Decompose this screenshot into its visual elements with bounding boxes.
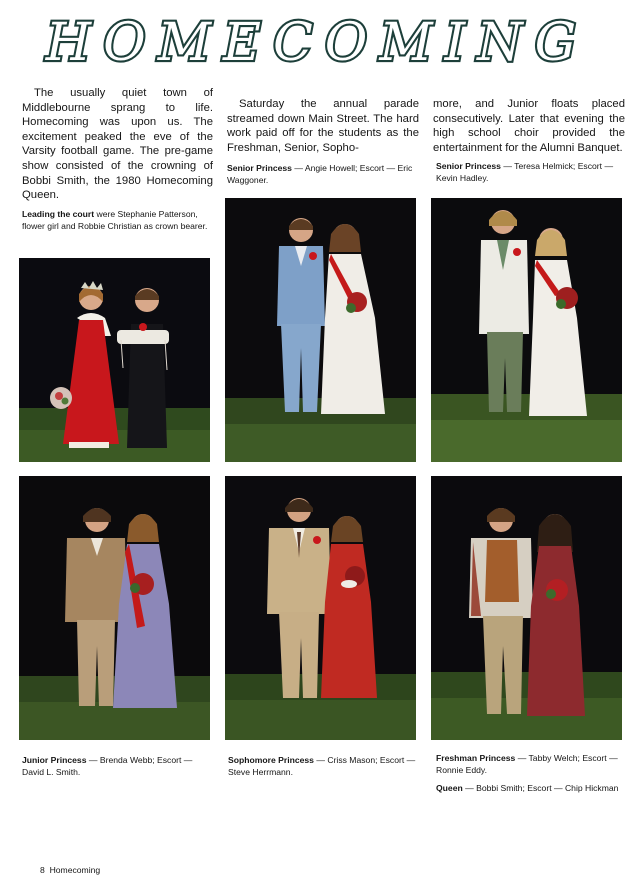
caption-freshman <box>436 752 628 776</box>
caption-lead: Freshman Princess <box>436 753 516 763</box>
caption-lead: Senior Princess <box>227 163 292 173</box>
caption-text: — Brenda Webb; Escort — David L. Smith. <box>22 755 193 777</box>
story-col1-text: The usually quiet town of Middlebourne sprang to life. Homecoming was upon us. The excitement peaked the eve of the Varsity football game. The pre-game show consisted of the crowning of Bobbi Smith, the 1980 Homecoming Queen. <box>22 87 213 202</box>
caption-text: — Teresa Helmick; Escort — Kevin Hadley. <box>436 161 614 183</box>
page-folio <box>40 865 100 875</box>
story-column-1 <box>22 86 213 203</box>
caption-text: — Criss Mason; Escort — Steve Herrmann. <box>228 755 416 777</box>
caption-text: — Bobbi Smith; Escort — Chip Hickman <box>465 783 619 793</box>
caption-sophomore <box>228 754 420 778</box>
caption-text: — Tabby Welch; Escort — Ronnie Eddy. <box>436 753 618 775</box>
photo-freshman-princess-welch <box>431 476 622 740</box>
story-col3-text: more, and Junior floats placed consecutively. Later that evening the high school choir provided the entertainment for the Alumni Banquet. <box>433 98 625 154</box>
caption-senior-2 <box>436 160 628 184</box>
story-column-3 <box>433 97 625 155</box>
folio-label: Homecoming <box>49 865 101 875</box>
caption-court <box>22 208 213 232</box>
caption-lead: Queen <box>436 783 463 793</box>
caption-lead: Sophomore Princess <box>228 755 314 765</box>
photo-sophomore-princess-mason <box>225 476 416 740</box>
story-column-2 <box>227 97 419 155</box>
caption-text: were Stephanie Patterson, flower girl and Robbie Christian as crown bearer. <box>22 209 208 231</box>
caption-queen <box>436 782 628 794</box>
story-col2-text: Saturday the annual parade streamed down Main Street. The hard work paid off for the students as the Freshman, Senior, Sopho- <box>227 98 419 154</box>
caption-senior-1 <box>227 162 419 186</box>
caption-lead: Junior Princess <box>22 755 87 765</box>
caption-junior <box>22 754 214 778</box>
photo-flower-girl-crown-bearer <box>19 258 210 462</box>
photo-senior-princess-howell <box>225 198 416 462</box>
caption-lead: Senior Princess <box>436 161 501 171</box>
photo-junior-princess-webb <box>19 476 210 740</box>
page-title-text: HOMECOMING <box>45 13 589 73</box>
caption-text: — Angie Howell; Escort — Eric Waggoner. <box>227 163 413 185</box>
folio-number: 8 <box>40 865 45 875</box>
caption-lead: Leading the court <box>22 209 95 219</box>
page-title <box>22 8 612 74</box>
photo-senior-princess-helmick <box>431 198 622 462</box>
